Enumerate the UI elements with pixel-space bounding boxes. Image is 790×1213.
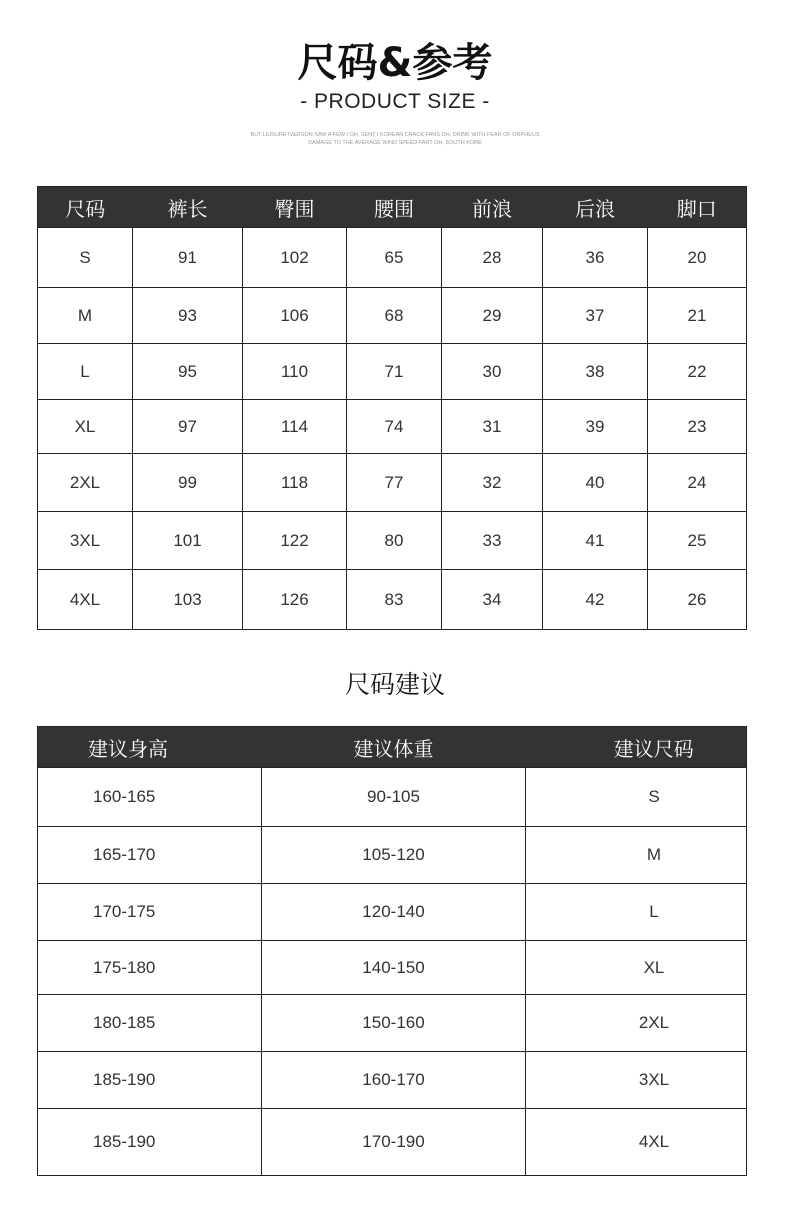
- table-cell-size: S: [38, 228, 133, 288]
- column-header-weight: 建议体重: [262, 727, 526, 768]
- table-cell-size: 2XL: [38, 454, 133, 512]
- table-cell-size: L: [526, 884, 747, 941]
- table-cell-hip: 106: [243, 288, 347, 344]
- table-cell-waist: 71: [347, 344, 442, 400]
- table-cell-back-rise: 38: [543, 344, 648, 400]
- table-row: [38, 884, 747, 941]
- table-cell-size: L: [38, 344, 133, 400]
- column-header-front-rise: 前浪: [442, 187, 543, 228]
- table-cell-pant-length: 91: [133, 228, 243, 288]
- column-header-hip: 臀围: [243, 187, 347, 228]
- column-header-leg-opening: 脚口: [648, 187, 747, 228]
- column-header-waist: 腰围: [347, 187, 442, 228]
- table-cell-leg-opening: 25: [648, 512, 747, 570]
- table-cell-front-rise: 28: [442, 228, 543, 288]
- table-cell-back-rise: 39: [543, 400, 648, 454]
- page-subtitle: - PRODUCT SIZE -: [300, 90, 490, 113]
- table-cell-waist: 77: [347, 454, 442, 512]
- recommend-section-title: 尺码建议: [344, 670, 445, 699]
- table-cell-leg-opening: 21: [648, 288, 747, 344]
- table-cell-height: 165-170: [38, 827, 262, 884]
- table-row: [38, 768, 747, 827]
- size-chart-table: [37, 186, 747, 630]
- table-cell-hip: 114: [243, 400, 347, 454]
- column-header-height: 建议身高: [38, 727, 262, 768]
- table-row: [38, 1052, 747, 1109]
- table-cell-height: 185-190: [38, 1109, 262, 1176]
- table-row: [38, 400, 747, 454]
- table-cell-weight: 150-160: [262, 995, 526, 1052]
- table-cell-pant-length: 99: [133, 454, 243, 512]
- table-row: [38, 941, 747, 995]
- table-row: [38, 454, 747, 512]
- table-cell-weight: 105-120: [262, 827, 526, 884]
- table-cell-size: 4XL: [38, 570, 133, 630]
- table-row: [38, 228, 747, 288]
- table-cell-hip: 102: [243, 228, 347, 288]
- size-recommendation-table: [37, 726, 747, 1176]
- table-cell-back-rise: 41: [543, 512, 648, 570]
- table-cell-hip: 122: [243, 512, 347, 570]
- table-cell-size: 2XL: [526, 995, 747, 1052]
- page-title: 尺码&参考: [297, 40, 493, 86]
- column-header-pant-length: 裤长: [133, 187, 243, 228]
- table-cell-waist: 74: [347, 400, 442, 454]
- table-row: [38, 1109, 747, 1176]
- table-cell-front-rise: 34: [442, 570, 543, 630]
- table-cell-waist: 83: [347, 570, 442, 630]
- table-cell-weight: 140-150: [262, 941, 526, 995]
- table-row: [38, 512, 747, 570]
- column-header-back-rise: 后浪: [543, 187, 648, 228]
- table-cell-front-rise: 33: [442, 512, 543, 570]
- column-header-size: 尺码: [38, 187, 133, 228]
- table-cell-height: 185-190: [38, 1052, 262, 1109]
- table-cell-leg-opening: 22: [648, 344, 747, 400]
- table-cell-pant-length: 101: [133, 512, 243, 570]
- table-cell-front-rise: 31: [442, 400, 543, 454]
- table-cell-pant-length: 97: [133, 400, 243, 454]
- column-header-size: 建议尺码: [526, 727, 747, 768]
- table-cell-leg-opening: 26: [648, 570, 747, 630]
- table-cell-hip: 126: [243, 570, 347, 630]
- table-cell-size: XL: [38, 400, 133, 454]
- table-cell-waist: 68: [347, 288, 442, 344]
- table-row: [38, 570, 747, 630]
- table-cell-front-rise: 29: [442, 288, 543, 344]
- table-cell-height: 175-180: [38, 941, 262, 995]
- table-cell-height: 170-175: [38, 884, 262, 941]
- table-row: [38, 344, 747, 400]
- table-row: [38, 995, 747, 1052]
- table-cell-weight: 170-190: [262, 1109, 526, 1176]
- table-cell-pant-length: 103: [133, 570, 243, 630]
- table-cell-size: 4XL: [526, 1109, 747, 1176]
- table-cell-size: M: [38, 288, 133, 344]
- table-cell-back-rise: 42: [543, 570, 648, 630]
- table-row: [38, 827, 747, 884]
- table-cell-front-rise: 30: [442, 344, 543, 400]
- table-cell-weight: 120-140: [262, 884, 526, 941]
- table-cell-pant-length: 93: [133, 288, 243, 344]
- table-cell-size: XL: [526, 941, 747, 995]
- table-cell-pant-length: 95: [133, 344, 243, 400]
- recommend-table-header-row: [38, 727, 747, 768]
- table-cell-size: 3XL: [526, 1052, 747, 1109]
- table-cell-height: 160-165: [38, 768, 262, 827]
- table-cell-hip: 118: [243, 454, 347, 512]
- table-cell-hip: 110: [243, 344, 347, 400]
- table-cell-leg-opening: 20: [648, 228, 747, 288]
- table-row: [38, 288, 747, 344]
- table-cell-size: S: [526, 768, 747, 827]
- table-cell-leg-opening: 23: [648, 400, 747, 454]
- tagline-line-2: DAMAGE TO THE AVERAGE WIND SPEED FART OH, SOUTH KORE: [308, 140, 482, 146]
- tagline-line-1: BUT LEISURE IVERSON SAW A FEW I OH, SENT I KOREAN CRACK FANS OH, DRINK WITH FEAR OF ORPHEUS: [250, 132, 540, 138]
- size-table-header-row: [38, 187, 747, 228]
- table-cell-weight: 90-105: [262, 768, 526, 827]
- table-cell-waist: 80: [347, 512, 442, 570]
- table-cell-back-rise: 40: [543, 454, 648, 512]
- table-cell-leg-opening: 24: [648, 454, 747, 512]
- table-cell-waist: 65: [347, 228, 442, 288]
- table-cell-size: M: [526, 827, 747, 884]
- table-cell-front-rise: 32: [442, 454, 543, 512]
- table-cell-size: 3XL: [38, 512, 133, 570]
- table-cell-back-rise: 37: [543, 288, 648, 344]
- table-cell-height: 180-185: [38, 995, 262, 1052]
- table-cell-back-rise: 36: [543, 228, 648, 288]
- table-cell-weight: 160-170: [262, 1052, 526, 1109]
